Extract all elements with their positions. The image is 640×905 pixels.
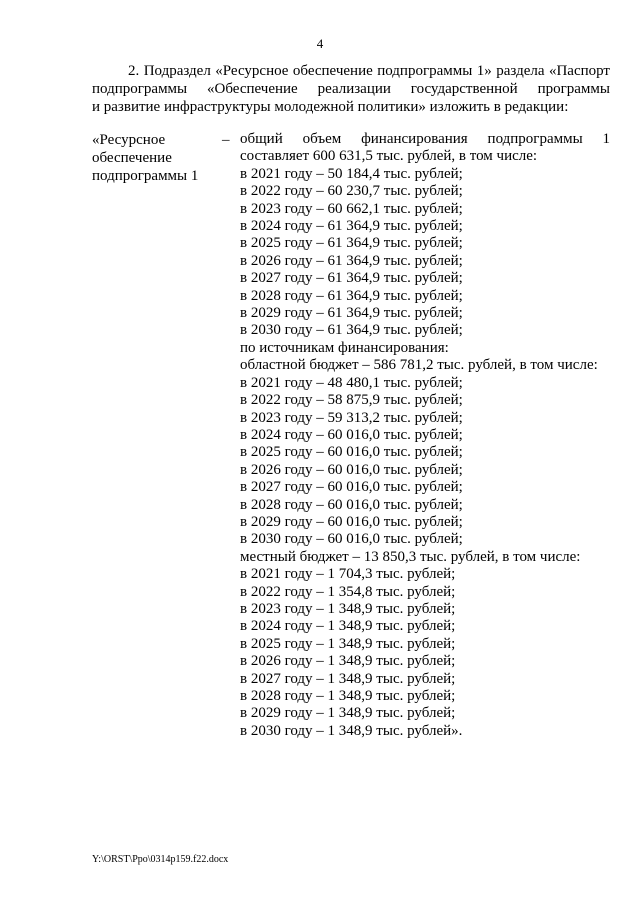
funding-row: в 2029 году – 61 364,9 тыс. рублей; <box>240 305 463 322</box>
funding-row: в 2024 году – 61 364,9 тыс. рублей; <box>240 218 463 235</box>
funding-row: в 2030 году – 60 016,0 тыс. рублей; <box>240 531 463 548</box>
funding-row: в 2024 году – 60 016,0 тыс. рублей; <box>240 426 463 443</box>
funding-row: в 2028 году – 61 364,9 тыс. рублей; <box>240 287 463 304</box>
intro-line: и развитие инфраструктуры молодежной политики» изложить в редакции: <box>92 99 569 115</box>
funding-details <box>240 131 610 740</box>
funding-row: в 2023 году – 1 348,9 тыс. рублей; <box>240 600 456 617</box>
funding-row: в 2025 году – 61 364,9 тыс. рублей; <box>240 235 463 252</box>
funding-row: в 2026 году – 1 348,9 тыс. рублей; <box>240 653 456 670</box>
funding-row: в 2028 году – 60 016,0 тыс. рублей; <box>240 496 463 513</box>
label-dash: – <box>222 132 230 148</box>
funding-row: составляет 600 631,5 тыс. рублей, в том числе: <box>240 148 538 165</box>
funding-row: в 2028 году – 1 348,9 тыс. рублей; <box>240 688 456 704</box>
funding-row: в 2022 году – 1 354,8 тыс. рублей; <box>240 583 456 600</box>
resource-label-line: «Ресурсное <box>92 132 166 148</box>
funding-row: в 2029 году – 1 348,9 тыс. рублей; <box>240 705 456 722</box>
funding-row: областной бюджет – 586 781,2 тыс. рублей, в том числе: <box>240 357 598 374</box>
funding-row: в 2025 году – 60 016,0 тыс. рублей; <box>240 444 463 461</box>
intro-line: 2. Подраздел «Ресурсное обеспечение подпрограммы 1» раздела «Паспорт <box>128 63 610 79</box>
funding-row: в 2027 году – 60 016,0 тыс. рублей; <box>240 479 463 496</box>
footer-file-path: Y:\ORST\Ppo\0314p159.f22.docx <box>92 854 229 865</box>
funding-row: местный бюджет – 13 850,3 тыс. рублей, в том числе: <box>240 548 581 565</box>
funding-row: общий объем финансирования подпрограммы 1 <box>240 131 610 147</box>
funding-row: в 2030 году – 61 364,9 тыс. рублей; <box>240 322 463 339</box>
page-number: 4 <box>316 36 324 51</box>
funding-row: по источникам финансирования: <box>240 339 449 356</box>
funding-row: в 2025 году – 1 348,9 тыс. рублей; <box>240 635 456 652</box>
funding-row: в 2027 году – 61 364,9 тыс. рублей; <box>240 270 463 287</box>
funding-row: в 2023 году – 60 662,1 тыс. рублей; <box>240 200 463 217</box>
funding-row: в 2024 году – 1 348,9 тыс. рублей; <box>240 618 456 635</box>
funding-row: в 2021 году – 50 184,4 тыс. рублей; <box>240 165 463 182</box>
funding-row: в 2021 году – 48 480,1 тыс. рублей; <box>240 374 463 391</box>
funding-row: в 2030 году – 1 348,9 тыс. рублей». <box>240 722 463 739</box>
funding-row: в 2029 году – 60 016,0 тыс. рублей; <box>240 513 463 530</box>
funding-row: в 2022 году – 58 875,9 тыс. рублей; <box>240 392 463 409</box>
funding-row: в 2026 году – 61 364,9 тыс. рублей; <box>240 252 463 269</box>
resource-label <box>92 131 212 185</box>
funding-row: в 2027 году – 1 348,9 тыс. рублей; <box>240 670 456 687</box>
resource-label-line: подпрограммы 1 <box>92 168 199 184</box>
intro-line: подпрограммы «Обеспечение реализации государственной программы <box>92 81 610 97</box>
funding-row: в 2023 году – 59 313,2 тыс. рублей; <box>240 409 463 426</box>
funding-row: в 2026 году – 60 016,0 тыс. рублей; <box>240 461 463 478</box>
intro-paragraph <box>92 62 610 116</box>
resource-label-line: обеспечение <box>92 150 172 166</box>
funding-row: в 2021 году – 1 704,3 тыс. рублей; <box>240 566 456 583</box>
funding-row: в 2022 году – 60 230,7 тыс. рублей; <box>240 183 463 200</box>
